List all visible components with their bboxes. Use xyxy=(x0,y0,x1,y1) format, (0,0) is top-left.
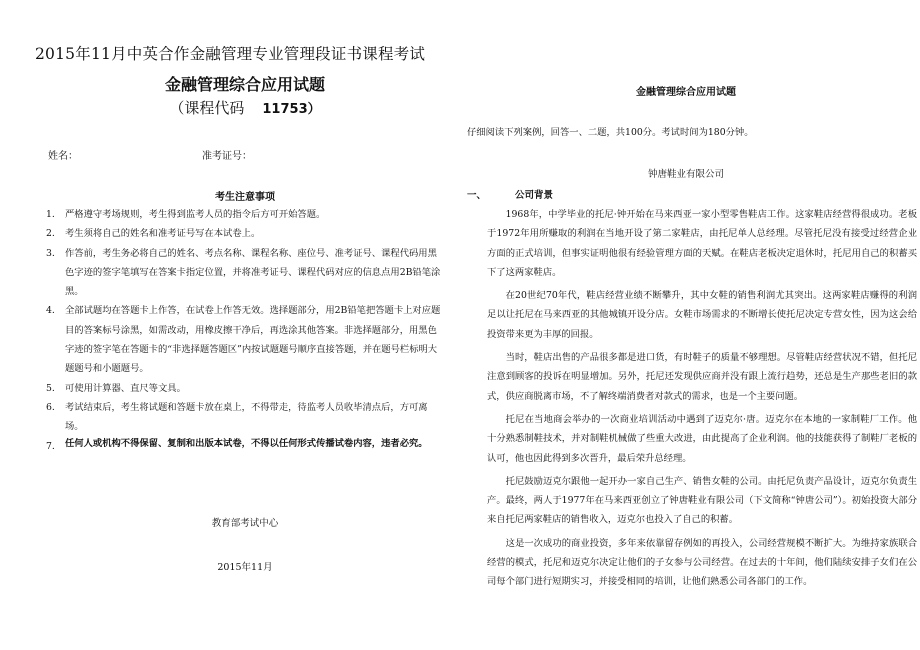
case-paragraph: 在20世纪70年代，鞋店经营业绩不断攀升，其中女鞋的销售利润尤其突出。这两家鞋店赚得的利润足以让托尼在马来西亚的其他城镇开设分店。女鞋市场需求的不断增长使托尼决定专营女性，因为这会给投资带来更为丰厚的回报。 xyxy=(487,290,917,340)
case-paragraph: 当时，鞋店出售的产品很多都是进口货，有时鞋子的质量不够理想。尽管鞋店经营状况不错，但托尼注意到顾客的投诉在明显增加。另外，托尼还发现供应商并没有跟上流行趋势，还总是生产那些老旧的款式，供应商脱离市场，不了解终端消费者对款式的需求，也是一个主要问题。 xyxy=(487,352,917,402)
rule-number: 1. xyxy=(46,209,55,220)
rule-text: 作答前，考生务必将自己的姓名、考点名称、课程名称、座位号、准考证号、课程代码用黑色字迹的签字笔填写在答案卡指定位置，并将准考证号、课程代码对应的信息点用2B铅笔涂黑。 xyxy=(65,247,441,298)
rule-text: 考试结束后，考生将试题和答题卡放在桌上，不得带走，待监考人员收毕清点后，方可离场。 xyxy=(65,401,428,433)
rule-number: 4. xyxy=(46,305,55,317)
rule-item xyxy=(46,398,446,437)
rule-number: 5. xyxy=(46,382,55,394)
instructions-line: 仔细阅读下列案例，回答一、二题，共100分。考试时间为180分钟。 xyxy=(467,127,754,138)
rule-text: 严格遵守考场规则，考生得到监考人员的指令后方可开始答题。 xyxy=(65,209,326,220)
rule-number: 6. xyxy=(46,401,55,413)
right-page xyxy=(455,0,917,650)
section-number: 一、 xyxy=(467,190,487,201)
copyright-notice: 任何人或机构不得保留、复制和出版本试卷，不得以任何形式传播试卷内容，违者必究。 xyxy=(65,438,428,449)
rule-text: 可使用计算器、直尺等文具。 xyxy=(65,382,186,394)
rule-number: 7. xyxy=(46,440,55,452)
rule-text: 考生须将自己的姓名和准考证号写在本试卷上。 xyxy=(65,228,261,240)
course-code-number: 11753） xyxy=(262,102,321,117)
name-label: 姓名： xyxy=(48,151,78,162)
section-title: 公司背景 xyxy=(515,190,554,201)
rule-item xyxy=(46,224,446,243)
left-page xyxy=(0,0,450,650)
case-company-title: 钟唐鞋业有限公司 xyxy=(647,169,724,180)
rule-item xyxy=(46,301,446,378)
course-code-line xyxy=(0,97,490,118)
case-paragraph: 托尼鼓励迈克尔跟他一起开办一家自己生产、销售女鞋的公司。由托尼负责产品设计，迈克尔负责生产。最终，两人于1977年在马来西亚创立了钟唐鞋业有限公司（下文简称“钟唐公司”）。初始投资大部分来自托尼两家鞋店的销售收入，迈克尔也投入了自己的积蓄。 xyxy=(487,475,917,526)
section-heading xyxy=(467,187,553,201)
notice-title: 考生注意事项 xyxy=(215,192,275,203)
ticket-number-label: 准考证号： xyxy=(202,151,252,162)
exam-sub-title: 金融管理综合应用试题 xyxy=(164,75,325,94)
paper-title: 金融管理综合应用试题 xyxy=(636,87,736,98)
case-body xyxy=(487,205,917,596)
rules-list xyxy=(46,205,446,456)
case-paragraph: 1968年，中学毕业的托尼·钟开始在马来西亚一家小型零售鞋店工作。这家鞋店经营得很成功。老板于1972年用所赚取的利润在当地开设了第二家鞋店，由托尼单人总经理。尽管托尼没有接受过经营企业方面的正式培训，但事实证明他很有经验管理方面的天赋。在鞋店老板决定退休时，托尼用自己的积蓄买下了这两家鞋店。 xyxy=(487,209,917,278)
case-paragraph: 托尼在当地商会举办的一次商业培训活动中遇到了迈克尔·唐。迈克尔在本地的一家制鞋厂工作。他十分熟悉制鞋技术，并对制鞋机械做了些重大改进，由此提高了企业利润。他的技能获得了制鞋厂老板的认可，他也因此得到多次晋升，最后荣升总经理。 xyxy=(487,413,917,464)
course-code-label: （课程代码 xyxy=(169,99,245,117)
case-paragraph: 这是一次成功的商业投资，多年来依靠留存例如的再投入，公司经营规模不断扩大。为维持家族联合经营的模式，托尼和迈克尔决定让他们的子女参与公司经营。在过去的十年间，他们陆续安排子女们在公司每个部门进行短期实习，并接受相同的培训，让他们熟悉公司各部门的工作。 xyxy=(487,537,917,588)
issuing-organization: 教育部考试中心 xyxy=(211,518,279,529)
rule-number: 2. xyxy=(46,228,55,240)
rule-item xyxy=(46,205,446,224)
rule-number: 3. xyxy=(46,247,55,259)
rule-text: 全部试题均在答题卡上作答，在试卷上作答无效。选择题部分，用2B铅笔把答题卡上对应题目的答案标号涂黑，如需改动，用橡皮擦干净后，再选涂其他答案。非选择题部分，用黑色字迹的签字笔在答题卡的“非选择题答题区”内按试题题号顺序直接答题，并在题号栏标明大题题号和小题题号。 xyxy=(65,305,441,375)
exam-main-title: 2015年11月中英合作金融管理专业管理段证书课程考试 xyxy=(35,45,426,63)
rule-item xyxy=(46,379,446,398)
exam-date: 2015年11月 xyxy=(217,562,273,573)
rule-item xyxy=(46,244,446,302)
